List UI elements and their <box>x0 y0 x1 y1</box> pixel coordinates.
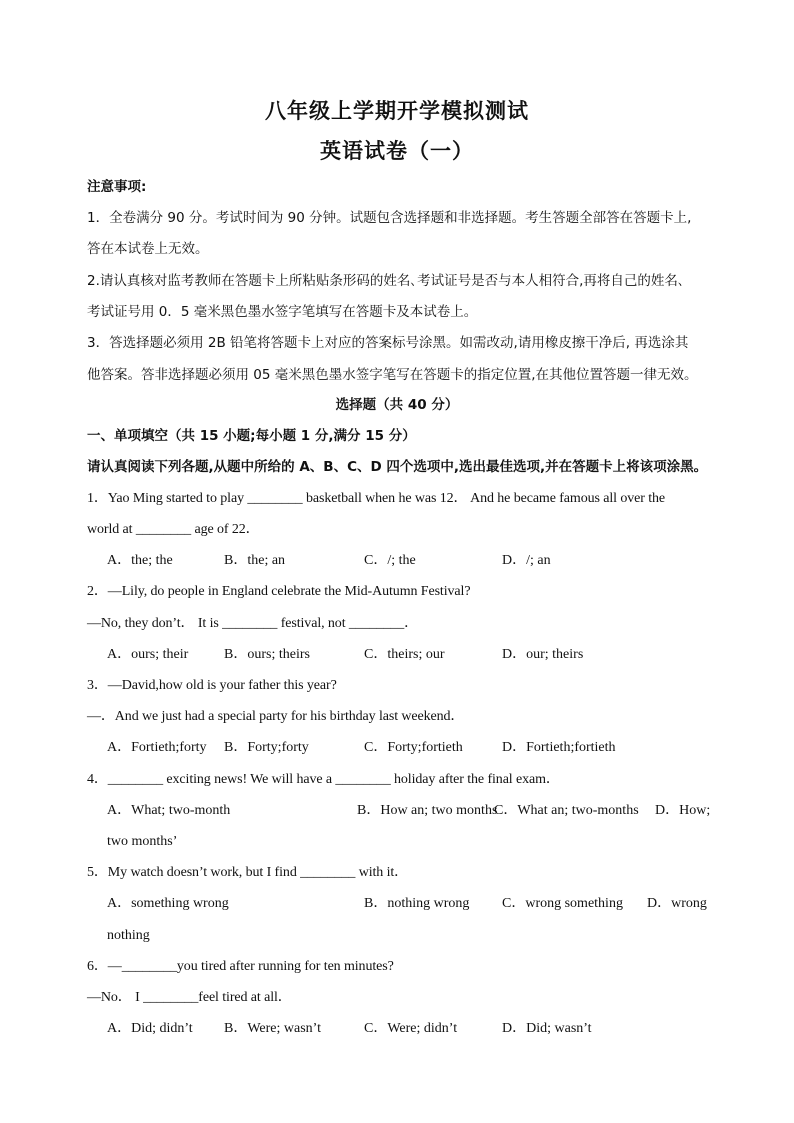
option-c[interactable]: C．What an; two-months <box>494 803 639 818</box>
option-d[interactable]: D．Fortieth;fortieth <box>502 740 616 755</box>
option-a[interactable]: A．something wrong <box>107 896 229 911</box>
question-1-line: 1．Yao Ming started to play ________ basketball when he was 12． And he became famous all over the <box>87 491 666 506</box>
option-a[interactable]: A．ours; their <box>107 647 189 662</box>
option-a[interactable]: A．What; two-month <box>107 803 231 818</box>
option-a[interactable]: A．Did; didn’t <box>107 1021 193 1036</box>
question-6-line: 6．—________you tired after running for ten minutes? <box>87 959 394 974</box>
question-2-line: —No, they don’t． It is ________ festival, not ________． <box>87 616 418 631</box>
exam-subtitle: 英语试卷（一） <box>320 139 474 163</box>
section-title: 选择题（共 40 分） <box>335 397 459 413</box>
question-5-line: 5．My watch doesn’t work, but I find ________ with it． <box>87 865 409 880</box>
option-b[interactable]: B．nothing wrong <box>364 896 470 911</box>
option-a[interactable]: A．Fortieth;forty <box>107 740 207 755</box>
exam-title: 八年级上学期开学模拟测试 <box>265 99 529 123</box>
option-b[interactable]: B．Forty;forty <box>224 740 309 755</box>
question-3-line: —．And we just had a special party for his birthday last weekend． <box>87 709 465 724</box>
question-3-line: 3．—David,how old is your father this year? <box>87 678 337 693</box>
part-instruction: 请认真阅读下列各题,从题中所给的 A、B、C、D 四个选项中,选出最佳选项,并在答题卡上将该项涂黑。 <box>87 459 708 475</box>
option-c[interactable]: C．Were; didn’t <box>364 1021 458 1036</box>
option-c[interactable]: C．theirs; our <box>364 647 445 662</box>
option-c[interactable]: C．wrong something <box>502 896 623 911</box>
option-continuation: nothing <box>107 928 150 943</box>
notice-line: 他答案。答非选择题必须用 05 毫米黑色墨水签字笔写在答题卡的指定位置,在其他位置答题一律无效。 <box>87 367 698 383</box>
option-d[interactable]: D．our; theirs <box>502 647 584 662</box>
option-d[interactable]: D．wrong <box>647 896 707 911</box>
option-b[interactable]: B．How an; two months <box>357 803 498 818</box>
notice-line: 考试证号用 0．5 毫米黑色墨水签字笔填写在答题卡及本试卷上。 <box>87 304 478 320</box>
option-b[interactable]: B．Were; wasn’t <box>224 1021 321 1036</box>
option-d[interactable]: D．How; <box>655 803 711 818</box>
option-c[interactable]: C．/; the <box>364 553 416 568</box>
notice-line: 2.请认真核对监考教师在答题卡上所粘贴条形码的姓名､考试证号是否与本人相符合,再将自己的姓名､ <box>87 273 685 289</box>
option-d[interactable]: D．/; an <box>502 553 551 568</box>
option-c[interactable]: C．Forty;fortieth <box>364 740 463 755</box>
option-b[interactable]: B．ours; theirs <box>224 647 310 662</box>
option-continuation: two months’ <box>107 834 178 849</box>
notice-line: 答在本试卷上无效。 <box>87 241 209 257</box>
part-title: 一、单项填空（共 15 小题;每小题 1 分,满分 15 分） <box>87 428 416 444</box>
option-a[interactable]: A．the; the <box>107 553 173 568</box>
question-1-line: world at ________ age of 22． <box>87 522 260 537</box>
notice-line: 3．答选择题必须用 2B 铅笔将答题卡上对应的答案标号涂黑。如需改动,请用橡皮擦干净后, 再选涂其 <box>87 335 689 351</box>
notice-line: 1．全卷满分 90 分。考试时间为 90 分钟。试题包含选择题和非选择题。考生答题全部答在答题卡上, <box>87 210 692 226</box>
option-b[interactable]: B．the; an <box>224 553 286 568</box>
option-d[interactable]: D．Did; wasn’t <box>502 1021 592 1036</box>
notice-heading: 注意事项: <box>87 179 147 195</box>
question-2-line: 2．—Lily, do people in England celebrate the Mid-Autumn Festival? <box>87 584 471 599</box>
question-6-line: —No． I ________feel tired at all． <box>87 990 292 1005</box>
question-4-line: 4．________ exciting news! We will have a ________ holiday after the final exam． <box>87 772 560 787</box>
